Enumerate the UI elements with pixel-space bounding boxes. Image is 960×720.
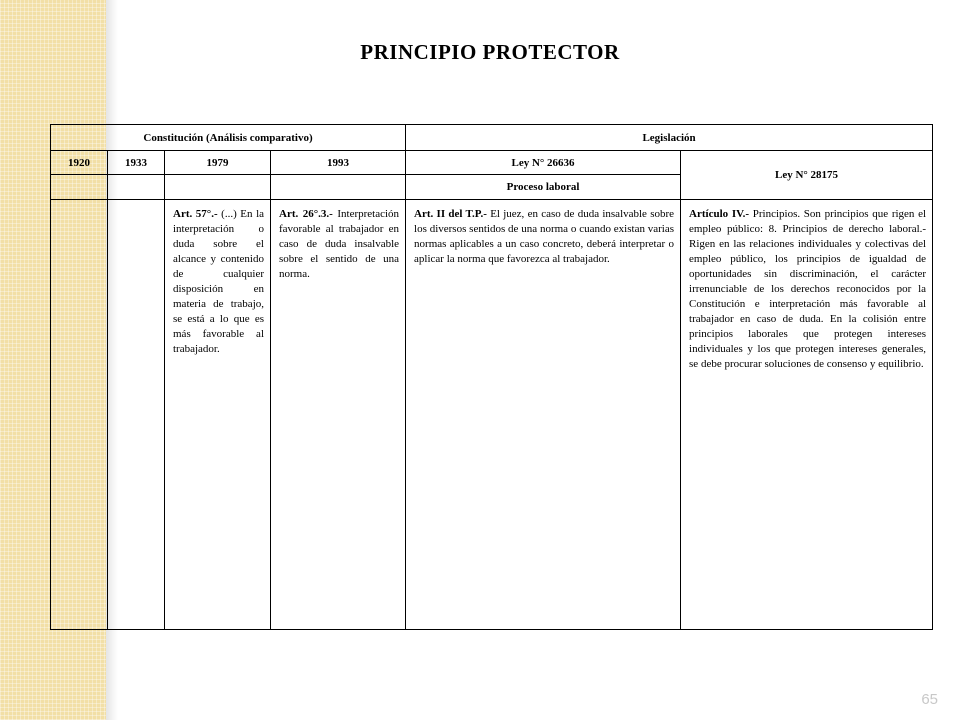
empty-cell: [51, 175, 108, 200]
ley-28175-header: Ley N° 28175: [681, 151, 933, 200]
cell-1993: [271, 200, 406, 630]
proceso-laboral-header: Proceso laboral: [406, 175, 681, 200]
cell-1979-lead: Art. 57°.-: [173, 208, 218, 220]
cell-ley-28175-lead: Artículo IV.-: [689, 208, 750, 220]
cell-1979-text: (...) En la interpretación o duda sobre el alcance y contenido de cualquier disposición en materia de trabajo, se está a lo que es más favorable al trabajador.: [173, 208, 265, 355]
empty-cell: [271, 175, 406, 200]
year-1993: 1993: [271, 151, 406, 175]
cell-1933: [108, 200, 165, 630]
year-1979: 1979: [165, 151, 271, 175]
cell-ley-26636-text: El juez, en caso de duda insalvable sobre los diversos sentidos de una norma o cuando existan varias normas aplicables a un caso concreto, deberá interpretar o aplicar la norma que favorezca al trabajador.: [414, 208, 675, 265]
page-title: PRINCIPIO PROTECTOR: [360, 40, 620, 64]
cell-1979: [165, 200, 271, 630]
cell-ley-28175-text: Principios. Son principios que rigen el empleo público: 8. Principios de derecho laboral.- Rigen en las relaciones individuales y colectivas del empleo público, los principios de igualdad de oportunidades sin discriminación, el carácter irrenunciable de los derechos reconocidos por la Constitución e interpretación más favorable al trabajador en caso de duda. En la colisión entre principios laborales que protegen intereses individuales y los que protegen intereses generales, se debe procurar soluciones de consenso y equilibrio.: [689, 208, 927, 370]
cell-ley-26636-lead: Art. II del T.P.-: [414, 208, 487, 220]
content-row: [51, 200, 933, 630]
cell-1993-lead: Art. 26°.3.-: [279, 208, 333, 220]
year-1933: 1933: [108, 151, 165, 175]
years-row: [51, 151, 933, 175]
header-row: [51, 125, 933, 151]
constitucion-header: Constitución (Análisis comparativo): [51, 125, 406, 151]
empty-cell: [165, 175, 271, 200]
cell-ley-26636: [406, 200, 681, 630]
empty-cell: [108, 175, 165, 200]
cell-1993-text: Interpretación favorable al trabajador en caso de duda insalvable sobre el sentido de una norma.: [279, 208, 400, 280]
year-1920: 1920: [51, 151, 108, 175]
ley-26636-header: Ley N° 26636: [406, 151, 681, 175]
cell-1920: [51, 200, 108, 630]
comparison-table: [50, 124, 933, 630]
legislacion-header: Legislación: [406, 125, 933, 151]
cell-ley-28175: [681, 200, 933, 630]
page-number: 65: [921, 691, 938, 708]
